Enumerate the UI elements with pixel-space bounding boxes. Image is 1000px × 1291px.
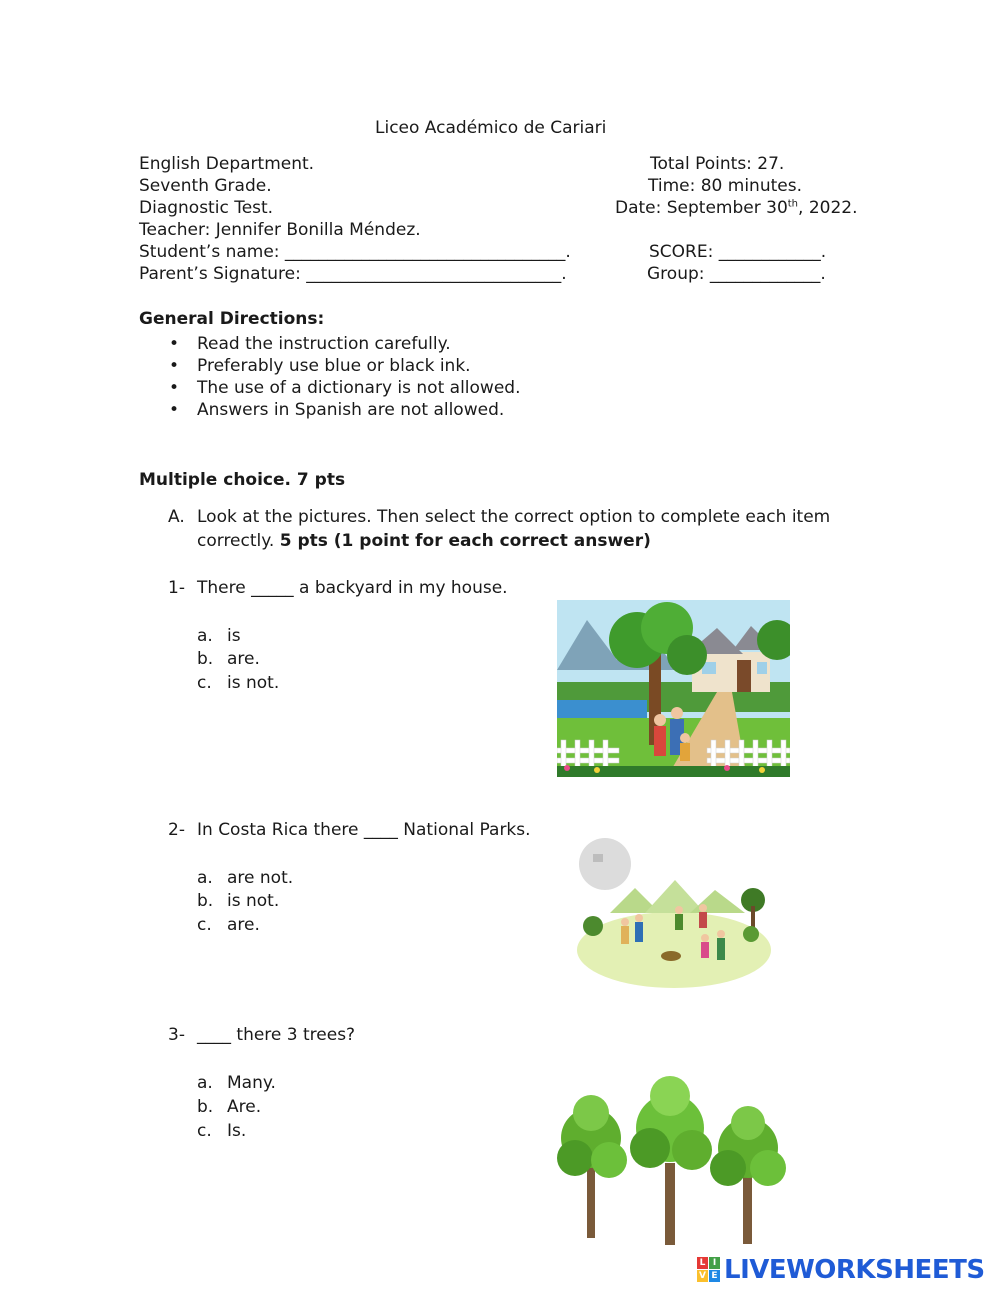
- question-text: In Costa Rica there ____ National Parks.: [197, 820, 531, 840]
- test-date: Date: September 30th, 2022.: [615, 198, 858, 218]
- question-text: There _____ a backyard in my house.: [197, 578, 508, 598]
- total-points: Total Points: 27.: [650, 154, 785, 174]
- section-a-letter: A.: [168, 507, 185, 527]
- question-number: 3-: [168, 1025, 185, 1045]
- option-b[interactable]: b. is not.: [197, 891, 280, 911]
- question-text: ____ there 3 trees?: [197, 1025, 356, 1045]
- department-line: English Department.: [139, 154, 315, 174]
- direction-item: • Preferably use blue or black ink.: [197, 355, 471, 377]
- option-a[interactable]: a. are not.: [197, 868, 294, 888]
- liveworksheets-logo-badge: L I V E: [697, 1257, 721, 1283]
- score-field[interactable]: SCORE: ____________.: [649, 242, 827, 262]
- test-type-line: Diagnostic Test.: [139, 198, 274, 218]
- section-a-instruction-cont: correctly. 5 pts (1 point for each correct answer): [197, 531, 651, 551]
- group-field[interactable]: Group: _____________.: [647, 264, 826, 284]
- section-title: Multiple choice. 7 pts: [139, 470, 346, 490]
- three-trees-image: [555, 1068, 795, 1250]
- option-b[interactable]: b. are.: [197, 649, 260, 669]
- option-c[interactable]: c. is not.: [197, 673, 280, 693]
- time-limit: Time: 80 minutes.: [648, 176, 802, 196]
- question-number: 2-: [168, 820, 185, 840]
- option-a[interactable]: a. is: [197, 626, 241, 646]
- liveworksheets-watermark: LIVEWORKSHEETS: [724, 1255, 985, 1285]
- student-name-field[interactable]: Student’s name: _________________________________.: [139, 242, 571, 262]
- national-park-image: [575, 838, 773, 990]
- question-number: 1-: [168, 578, 185, 598]
- option-b[interactable]: b. Are.: [197, 1097, 262, 1117]
- section-a-instruction: Look at the pictures. Then select the correct option to complete each item: [197, 507, 831, 527]
- directions-title: General Directions:: [139, 309, 325, 329]
- option-a[interactable]: a. Many.: [197, 1073, 276, 1093]
- option-c[interactable]: c. are.: [197, 915, 260, 935]
- option-c[interactable]: c. Is.: [197, 1121, 247, 1141]
- teacher-line: Teacher: Jennifer Bonilla Méndez.: [139, 220, 421, 240]
- direction-item: • Read the instruction carefully.: [197, 333, 451, 355]
- school-name: Liceo Académico de Cariari: [375, 118, 607, 138]
- direction-item: • Answers in Spanish are not allowed.: [197, 399, 504, 421]
- parent-signature-field[interactable]: Parent’s Signature: ______________________________.: [139, 264, 567, 284]
- direction-item: • The use of a dictionary is not allowed.: [197, 377, 520, 399]
- grade-line: Seventh Grade.: [139, 176, 272, 196]
- backyard-house-image: [557, 600, 790, 777]
